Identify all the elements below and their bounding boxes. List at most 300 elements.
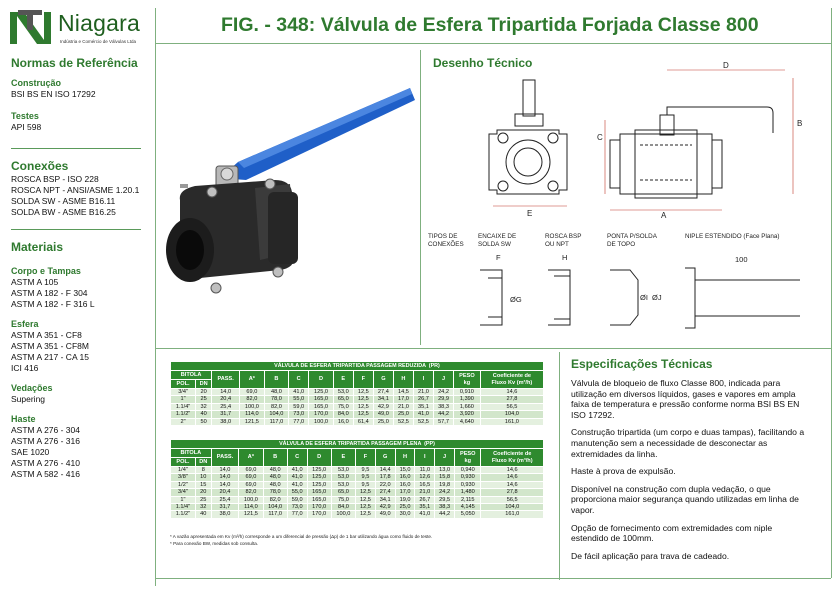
dim-label: F: [496, 253, 501, 262]
table-cell: 25: [196, 396, 212, 403]
table-cell: 10: [195, 474, 211, 481]
table-cell: 19,0: [395, 496, 415, 503]
table-cell: 38,0: [211, 511, 239, 518]
header-peso: PESO kg: [454, 371, 481, 389]
valve-product-image: [160, 80, 415, 305]
sidebar: [11, 56, 146, 480]
table-row: [171, 474, 544, 481]
table-cell: 84,0: [333, 411, 353, 418]
spec-body: [571, 378, 806, 568]
niagara-logo-icon: [8, 8, 54, 48]
header-dn: DN: [196, 380, 212, 389]
table-cell: 104,0: [264, 411, 289, 418]
table-cell: 41,0: [287, 481, 307, 488]
table-cell: 1,390: [454, 396, 481, 403]
tipo-rosca-label: ROSCA BSP OU NPT: [545, 233, 582, 248]
header-dim: B: [264, 371, 289, 389]
table-cell: 2,115: [455, 496, 481, 503]
header-dim: C: [289, 371, 309, 389]
header-bitola: BITOLA: [171, 449, 212, 458]
table-caption: VÁLVULA DE ESFERA TRIPARTIDA PASSAGEM REDUZIDA (PR): [171, 362, 544, 371]
table-plena: [170, 439, 544, 519]
table-cell: 53,0: [333, 389, 353, 396]
desenho-title: Desenho Técnico: [433, 56, 533, 70]
table-row: [171, 504, 544, 511]
table-cell: 50: [196, 418, 212, 425]
table-cell: 17,0: [395, 489, 415, 496]
table-cell: 100,0: [239, 496, 263, 503]
table-cell: 27,8: [481, 489, 544, 496]
table-cell: 25,4: [211, 496, 239, 503]
list-item: ICI 416: [11, 363, 39, 373]
table-row: [171, 496, 544, 503]
table-cell: 5,050: [455, 511, 481, 518]
construcao-label: Construção: [11, 78, 62, 88]
table-cell: 15,8: [435, 474, 455, 481]
table-cell: 82,0: [240, 396, 265, 403]
table-cell: 69,0: [239, 467, 263, 474]
page-title: FIG. - 348: Válvula de Esfera Tripartida Forjada Classe 800: [221, 14, 759, 36]
list-item: ROSCA NPT - ANSI/ASME 1.20.1: [11, 185, 140, 195]
table-cell: 20,4: [212, 396, 240, 403]
table-cell: 77,0: [289, 418, 309, 425]
technical-drawing: [475, 60, 815, 220]
list-item: SAE 1020: [11, 447, 50, 457]
table-cell: 3/4": [171, 489, 196, 496]
table-cell: 69,0: [239, 481, 263, 488]
table-cell: 170,0: [307, 511, 331, 518]
dim-label: ØI: [640, 293, 648, 302]
table-cell: 9,5: [356, 481, 376, 488]
list-item: ASTM A 105: [11, 277, 59, 287]
table-cell: 104,0: [263, 504, 287, 511]
table-cell: 14,4: [375, 467, 395, 474]
table-note: * A vazão apresentada em Kv (m³/h) corresponde a um diferencial de pressão (Δp) de 1 bar utilizando água como fluido de teste.: [170, 534, 433, 539]
table-cell: 53,0: [331, 481, 355, 488]
table-cell: 12,5: [353, 389, 373, 396]
table-cell: 30,0: [395, 511, 415, 518]
table-cell: 0,930: [455, 481, 481, 488]
table-cell: 21,0: [413, 389, 433, 396]
table-cell: 41,0: [289, 389, 309, 396]
table-cell: 20,4: [211, 489, 239, 496]
table-cell: 1.1/2": [171, 511, 196, 518]
testes-label: Testes: [11, 111, 39, 121]
header-coef: Coeficiente de Fluxo Kv (m³/h): [480, 371, 543, 389]
header-dim: G: [373, 371, 393, 389]
spec-title: Especificações Técnicas: [571, 357, 713, 371]
header-dim: F: [356, 449, 376, 467]
table-cell: 16,0: [333, 418, 353, 425]
materiais-title: Materiais: [11, 240, 64, 254]
table-row: [171, 403, 544, 410]
table-cell: 41,0: [415, 511, 435, 518]
table-cell: 14,6: [481, 474, 544, 481]
table-cell: 1,660: [454, 403, 481, 410]
table-cell: 100,0: [309, 418, 334, 425]
table-cell: 59,0: [289, 403, 309, 410]
table-cell: 53,0: [331, 467, 355, 474]
header-dim: H: [393, 371, 413, 389]
table-cell: 17,0: [393, 396, 413, 403]
table-cell: 49,0: [375, 511, 395, 518]
table-cell: 21,0: [415, 489, 435, 496]
brand-tagline: Indústria e Comércio de Válvulas Ltda: [60, 39, 137, 44]
table-cell: 40: [195, 511, 211, 518]
table-cell: 77,0: [287, 511, 307, 518]
spec-paragraph: Opção de fornecimento com extremidades com niple estendido de 100mm.: [571, 522, 773, 544]
dim-label: B: [797, 119, 803, 128]
sidebar-divider: [11, 148, 141, 149]
table-cell: 82,0: [264, 403, 289, 410]
divider-header: [155, 43, 831, 44]
table-cell: 121,5: [240, 418, 265, 425]
table-cell: 16,5: [415, 481, 435, 488]
list-item: SOLDA BW - ASME B16.25: [11, 207, 116, 217]
table-cell: 12,5: [353, 396, 373, 403]
table-cell: 55,0: [289, 396, 309, 403]
table-cell: 56,5: [481, 496, 544, 503]
table-cell: 161,0: [480, 418, 543, 425]
table-cell: 41,0: [413, 411, 433, 418]
header-dim: I: [415, 449, 435, 467]
list-item: ASTM A 276 - 304: [11, 425, 80, 435]
table-cell: 16,0: [395, 481, 415, 488]
table-cell: 31,7: [212, 411, 240, 418]
header-dn: DN: [195, 458, 211, 467]
table-cell: 14,6: [480, 389, 543, 396]
dim-label: ØJ: [652, 293, 662, 302]
table-cell: 121,5: [239, 511, 263, 518]
header-dim: B: [263, 449, 287, 467]
table-cell: 25,4: [212, 403, 240, 410]
header-dim: J: [435, 449, 455, 467]
table-header-row: [171, 371, 544, 380]
table-cell: 48,0: [263, 474, 287, 481]
table-cell: 114,0: [239, 504, 263, 511]
table-cell: 14,6: [481, 467, 544, 474]
table-cell: 14,0: [211, 474, 239, 481]
table-cell: 125,0: [307, 467, 331, 474]
table-cell: 53,0: [331, 474, 355, 481]
header-dim: E: [331, 449, 355, 467]
divider-bottom: [155, 578, 831, 579]
dim-label: 100: [735, 255, 748, 264]
table-cell: 26,7: [415, 496, 435, 503]
table-cell: 24,2: [435, 489, 455, 496]
table-cell: 26,7: [413, 396, 433, 403]
table-cell: 12,5: [356, 511, 376, 518]
tipo-niple-label: NIPLE ESTENDIDO (Face Plana): [685, 233, 780, 240]
table-cell: 73,0: [289, 411, 309, 418]
brand-name: Niagara: [58, 10, 140, 36]
table-cell: 9,5: [356, 467, 376, 474]
table-reduzida: [170, 361, 544, 426]
table-cell: 75,0: [333, 403, 353, 410]
table-cell: 25,0: [373, 418, 393, 425]
list-item: SOLDA SW - ASME B16.11: [11, 196, 116, 206]
table-cell: 125,0: [307, 474, 331, 481]
table-cell: 14,0: [212, 389, 240, 396]
table-row: [171, 489, 544, 496]
header-pass: PASS.: [211, 449, 239, 467]
list-item: ASTM A 582 - 416: [11, 469, 80, 479]
testes-value: API 598: [11, 122, 42, 132]
table-cell: 48,0: [263, 481, 287, 488]
table-cell: 114,0: [240, 411, 265, 418]
table-cell: 24,2: [433, 389, 453, 396]
table-cell: 125,0: [307, 481, 331, 488]
table-cell: 165,0: [307, 496, 331, 503]
divider-right: [831, 8, 832, 578]
table-cell: 27,8: [480, 396, 543, 403]
table-cell: 69,0: [239, 474, 263, 481]
table-cell: 21,0: [393, 403, 413, 410]
table-note: * Para conexão BW, medidas sob consulta.: [170, 541, 259, 546]
table-row: [171, 467, 544, 474]
table-cell: 0,930: [455, 474, 481, 481]
header-dim: C: [287, 449, 307, 467]
table-cell: 73,0: [287, 504, 307, 511]
list-item: ASTM A 351 - CF8: [11, 330, 82, 340]
table-cell: 59,0: [287, 496, 307, 503]
table-cell: 48,0: [263, 467, 287, 474]
table-cell: 165,0: [309, 403, 334, 410]
table-cell: 27,4: [375, 489, 395, 496]
table-row: [171, 389, 544, 396]
table-cell: 12,5: [356, 504, 376, 511]
table-cell: 12,6: [415, 474, 435, 481]
table-cell: 12,5: [353, 403, 373, 410]
header-peso: PESO kg: [455, 449, 481, 467]
table-cell: 65,0: [333, 396, 353, 403]
table-cell: 15: [195, 481, 211, 488]
header-pass: PASS.: [212, 371, 240, 389]
dim-label: ØG: [510, 295, 522, 304]
table-cell: 41,0: [287, 467, 307, 474]
dim-label: A: [661, 211, 667, 220]
table-caption-row: [171, 362, 544, 371]
construcao-value: BSI BS EN ISO 17292: [11, 89, 96, 99]
table-cell: 3,920: [454, 411, 481, 418]
table-cell: 0,940: [455, 467, 481, 474]
table-cell: 29,9: [433, 396, 453, 403]
table-cell: 57,7: [433, 418, 453, 425]
table-cell: 69,0: [240, 389, 265, 396]
table-cell: 12,5: [353, 411, 373, 418]
table-cell: 65,0: [331, 489, 355, 496]
table-cell: 44,2: [433, 411, 453, 418]
table-cell: 84,0: [331, 504, 355, 511]
table-cell: 35,1: [413, 403, 433, 410]
table-caption-row: [171, 440, 544, 449]
table-cell: 15,0: [395, 467, 415, 474]
divider-vertical-spec: [559, 352, 560, 580]
connection-types-drawing: [470, 250, 820, 340]
table-row: [171, 481, 544, 488]
table-cell: 170,0: [309, 411, 334, 418]
table-cell: 32: [195, 504, 211, 511]
table-cell: 3/8": [171, 474, 196, 481]
header-bitola: BITOLA: [171, 371, 212, 380]
header-dim: E: [333, 371, 353, 389]
table-cell: 25: [195, 496, 211, 503]
list-item: ASTM A 276 - 316: [11, 436, 80, 446]
list-item: ASTM A 217 - CA 15: [11, 352, 89, 362]
divider-middle: [155, 348, 831, 349]
table-cell: 165,0: [307, 489, 331, 496]
table-cell: 34,1: [375, 496, 395, 503]
list-item: ASTM A 182 - F 304: [11, 288, 88, 298]
tipo-sw-label: ENCAIXE DE SOLDA SW: [478, 233, 517, 248]
table-cell: 27,4: [373, 389, 393, 396]
header-dim: D: [307, 449, 331, 467]
table-cell: 117,0: [264, 418, 289, 425]
divider-vertical-left: [155, 8, 156, 586]
table-cell: 0,910: [454, 389, 481, 396]
table-cell: 117,0: [263, 511, 287, 518]
table-cell: 11,0: [415, 467, 435, 474]
table-cell: 1": [171, 496, 196, 503]
table-cell: 20: [195, 489, 211, 496]
table-cell: 17,8: [375, 474, 395, 481]
table-cell: 12,5: [356, 489, 376, 496]
table-cell: 38,3: [435, 504, 455, 511]
table-cell: 8: [195, 467, 211, 474]
table-cell: 13,0: [435, 467, 455, 474]
table-cell: 1": [171, 396, 196, 403]
table-cell: 52,5: [393, 418, 413, 425]
header-dim: I: [413, 371, 433, 389]
table-cell: 35,1: [415, 504, 435, 511]
spec-paragraph: Construção tripartida (um corpo e duas tampas), facilitando a manutenção sem a necessidade de desconectar as extremidades da linha.: [571, 427, 805, 459]
dim-label: C: [597, 133, 603, 142]
table-cell: 4,640: [454, 418, 481, 425]
corpo-label: Corpo e Tampas: [11, 266, 81, 276]
table-cell: 42,9: [373, 403, 393, 410]
table-row: [171, 418, 544, 425]
dim-label: E: [527, 209, 533, 218]
table-cell: 52,5: [413, 418, 433, 425]
vedacoes-label: Vedações: [11, 383, 53, 393]
table-cell: 1.1/4": [171, 504, 196, 511]
table-cell: 41,0: [287, 474, 307, 481]
table-cell: 22,0: [375, 481, 395, 488]
list-item: ASTM A 351 - CF8M: [11, 341, 89, 351]
table-cell: 1.1/4": [171, 403, 196, 410]
table-cell: 14,6: [481, 481, 544, 488]
list-item: Supering: [11, 394, 46, 404]
header-dim: G: [375, 449, 395, 467]
list-item: ASTM A 182 - F 316 L: [11, 299, 95, 309]
niagara-logo: [8, 8, 148, 48]
spec-paragraph: De fácil aplicação para trava de cadeado.: [571, 550, 730, 561]
table-cell: 42,9: [375, 504, 395, 511]
table-cell: 9,5: [356, 474, 376, 481]
tipos-label: TIPOS DE CONEXÕES: [428, 233, 464, 248]
sidebar-divider: [11, 229, 141, 230]
conexoes-title: Conexões: [11, 159, 69, 173]
header-dim: A*: [240, 371, 265, 389]
esfera-label: Esfera: [11, 319, 39, 329]
table-cell: 44,2: [435, 511, 455, 518]
table-cell: 3/4": [171, 389, 196, 396]
haste-label: Haste: [11, 414, 36, 424]
table-cell: 48,0: [264, 389, 289, 396]
header-dim: J: [433, 371, 453, 389]
header-pol: POL.: [171, 380, 196, 389]
conexoes-list: [11, 174, 146, 218]
table-cell: 165,0: [309, 396, 334, 403]
table-cell: 38,0: [212, 418, 240, 425]
table-cell: 82,0: [239, 489, 263, 496]
table-cell: 1,480: [455, 489, 481, 496]
spec-paragraph: Haste à prova de expulsão.: [571, 466, 676, 477]
table-cell: 61,4: [353, 418, 373, 425]
table-cell: 14,0: [211, 481, 239, 488]
table-cell: 25,0: [395, 504, 415, 511]
table-cell: 104,0: [480, 411, 543, 418]
table-cell: 12,5: [356, 496, 376, 503]
table-cell: 161,0: [481, 511, 544, 518]
dim-label: H: [562, 253, 568, 262]
table-cell: 4,145: [455, 504, 481, 511]
table-cell: 49,0: [373, 411, 393, 418]
table-row: [171, 411, 544, 418]
table-header-row: [171, 449, 544, 458]
header-coef: Coeficiente de Fluxo Kv (m³/h): [481, 449, 544, 467]
table-cell: 31,7: [211, 504, 239, 511]
dim-label: D: [723, 61, 729, 70]
table-cell: 40: [196, 411, 212, 418]
divider-vertical-middle: [420, 50, 421, 345]
normas-title: Normas de Referência: [11, 56, 138, 70]
list-item: ASTM A 276 - 410: [11, 458, 80, 468]
table-row: [171, 396, 544, 403]
tipo-topo-label: PONTA P/SOLDA DE TOPO: [607, 233, 657, 248]
table-cell: 100,0: [240, 403, 265, 410]
table-cell: 32: [196, 403, 212, 410]
header-dim: F: [353, 371, 373, 389]
table-cell: 2": [171, 418, 196, 425]
table-cell: 125,0: [309, 389, 334, 396]
table-cell: 78,0: [263, 489, 287, 496]
table-cell: 170,0: [307, 504, 331, 511]
table-cell: 78,0: [264, 396, 289, 403]
spec-paragraph: Disponível na construção com dupla vedação, o que proporciona maior segurança quando utilizadas em linha de vapor.: [571, 483, 799, 515]
table-cell: 55,0: [287, 489, 307, 496]
table-cell: 16,0: [395, 474, 415, 481]
table-cell: 1/4": [171, 467, 196, 474]
table-row: [171, 511, 544, 518]
table-cell: 38,3: [433, 403, 453, 410]
table-cell: 100,0: [331, 511, 355, 518]
header-dim: H: [395, 449, 415, 467]
table-cell: 1/2": [171, 481, 196, 488]
spec-paragraph: Válvula de bloqueio de fluxo Classe 800, indicada para utilização em diversos líquidos, gases e vapores em ampla faixa de temperatura e pressão conforme norma BSI BS EN ISO 17292.: [571, 378, 800, 420]
table-cell: 29,5: [435, 496, 455, 503]
table-cell: 19,8: [435, 481, 455, 488]
header-pol: POL.: [171, 458, 196, 467]
table-cell: 104,0: [481, 504, 544, 511]
table-cell: 1.1/2": [171, 411, 196, 418]
table-caption: VÁLVULA DE ESFERA TRIPARTIDA PASSAGEM PLENA (PP): [171, 440, 544, 449]
table-cell: 14,5: [393, 389, 413, 396]
table-cell: 82,0: [263, 496, 287, 503]
table-cell: 25,0: [393, 411, 413, 418]
table-cell: 56,5: [480, 403, 543, 410]
header-dim: D: [309, 371, 334, 389]
